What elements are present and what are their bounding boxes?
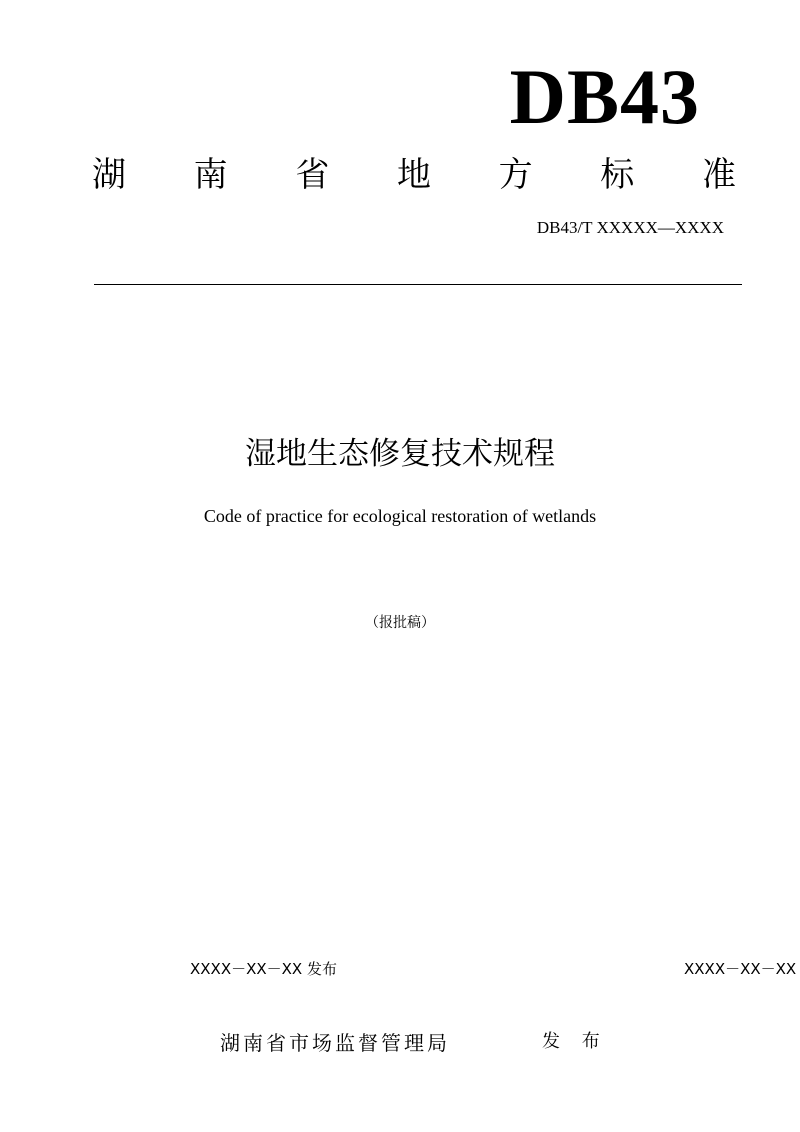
publisher-name: 湖南省市场监督管理局 [220,1031,450,1055]
implementation-date: XXXX－XX－XX [684,960,797,978]
standard-type-char: 地 [396,155,431,195]
standard-type-char: 省 [295,155,330,195]
standard-number: DB43/T XXXXX—XXXX [536,218,724,237]
publish-label: 发 布 [542,1031,608,1052]
db-code: DB43 [509,53,700,140]
standard-type-char: 准 [701,155,736,195]
standard-type-title [92,150,736,200]
standard-type-char: 湖 [92,155,126,195]
issue-date: XXXX－XX－XX 发布 [190,960,337,978]
header-divider [94,284,742,285]
standard-type-char: 标 [600,155,635,195]
document-title-chinese: 湿地生态修复技术规程 [245,436,555,472]
document-title-english: Code of practice for ecological restoration of wetlands [203,506,597,526]
standard-type-char: 方 [498,155,533,195]
draft-status: （报批稿） [365,615,435,631]
standard-type-char: 南 [193,155,228,195]
